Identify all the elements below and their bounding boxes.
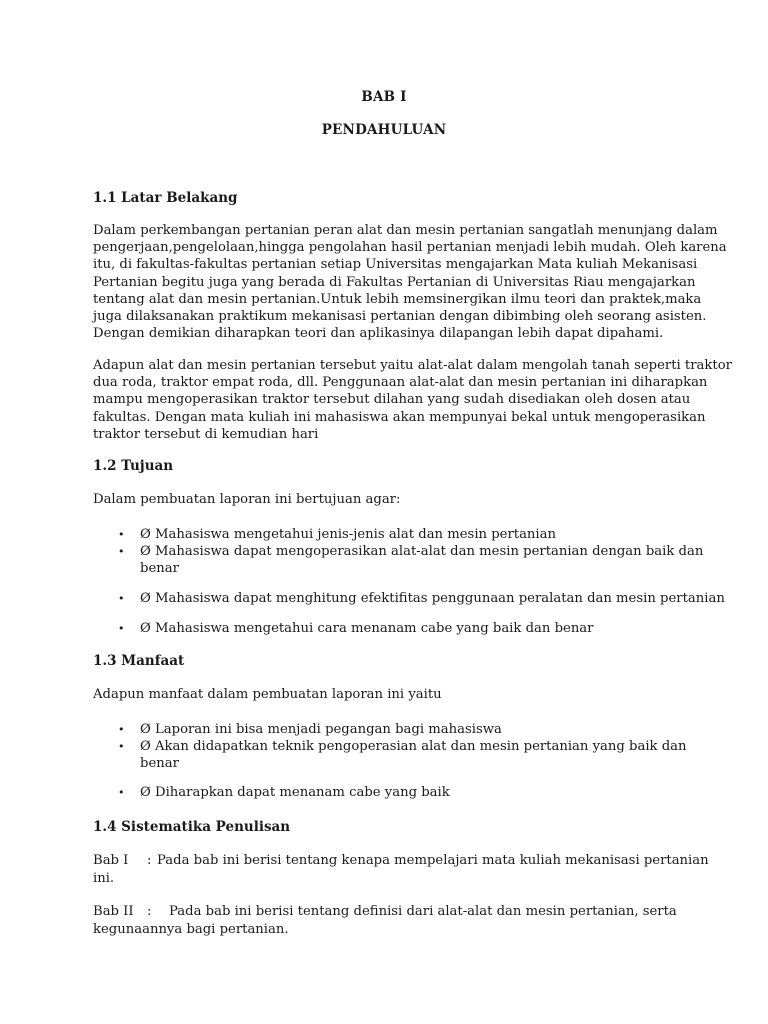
list-item-text: Ø Mahasiswa mengetahui cara menanam cabe yang baik dan benar xyxy=(140,621,594,636)
section-heading-latar-belakang: 1.1 Latar Belakang xyxy=(93,190,238,206)
paragraph-line: dua roda, traktor empat roda, dll. Penggunaan alat-alat dan mesin pertanian ini diharapkan xyxy=(93,375,708,391)
chapter-title: PENDAHULUAN xyxy=(321,122,447,138)
paragraph-line: fakultas. Dengan mata kuliah ini mahasiswa akan mempunyai bekal untuk mengoperasikan xyxy=(93,409,706,425)
section-heading-manfaat: 1.3 Manfaat xyxy=(93,653,185,669)
bullet-icon: • xyxy=(118,740,125,753)
chapter-number: BAB I xyxy=(361,89,407,105)
bullet-icon: • xyxy=(118,622,125,635)
paragraph-line: pengerjaan,pengelolaan,hingga pengolahan hasil pertanian menjadi lebih mudah. Oleh karena xyxy=(93,240,727,256)
paragraph-line: mampu mengoperasikan traktor tersebut dilahan yang sudah disediakan oleh dosen atau xyxy=(93,392,691,408)
paragraph-line: Pertanian begitu juga yang berada di Fakultas Pertanian di Universitas Riau mengajarkan xyxy=(93,274,696,290)
paragraph-latar-belakang-1 xyxy=(93,222,727,342)
paragraph-line: tentang alat dan mesin pertanian.Untuk lebih memsinergikan ilmu teori dan praktek,maka xyxy=(93,291,702,307)
sistematika-entry-bab-2 xyxy=(93,903,693,939)
bullet-icon: • xyxy=(118,786,125,799)
paragraph-line: itu, di fakultas-fakultas pertanian setiap Universitas mengajarkan Mata kuliah Mekanisasi xyxy=(93,257,698,273)
list-item-text: Ø Diharapkan dapat menanam cabe yang baik xyxy=(140,785,450,800)
list-item-text: Ø Mahasiswa dapat menghitung efektifitas penggunaan peralatan dan mesin pertanian xyxy=(140,591,725,606)
tujuan-intro: Dalam pembuatan laporan ini bertujuan agar: xyxy=(93,492,401,507)
list-item-text: Ø Mahasiswa mengetahui jenis-jenis alat dan mesin pertanian xyxy=(140,527,556,542)
list-item-text: Ø Laporan ini bisa menjadi pegangan bagi mahasiswa xyxy=(140,722,502,737)
entry-label: Bab I xyxy=(93,853,129,868)
entry-text: kegunaannya bagi pertanian. xyxy=(93,922,289,937)
list-item-text: Ø Mahasiswa dapat mengoperasikan alat-alat dan mesin pertanian dengan baik dan xyxy=(140,544,704,559)
paragraph-line: juga dilaksanakan praktikum mekanisasi pertanian dengan dibimbing oleh seorang asisten. xyxy=(93,309,707,325)
paragraph-line: Dalam perkembangan pertanian peran alat dan mesin pertanian sangatlah menunjang dalam xyxy=(93,223,718,238)
section-heading-tujuan: 1.2 Tujuan xyxy=(93,458,174,474)
bullet-icon: • xyxy=(118,723,125,736)
paragraph-line: Dengan demikian diharapkan teori dan aplikasinya dilapangan lebih dapat dipahami. xyxy=(93,326,664,342)
list-item-text: Ø Akan didapatkan teknik pengoperasian alat dan mesin pertanian yang baik dan xyxy=(140,739,687,754)
sistematika-entry-bab-1 xyxy=(93,852,709,888)
entry-separator: : xyxy=(147,904,152,919)
paragraph-latar-belakang-2 xyxy=(93,357,732,443)
section-heading-sistematika: 1.4 Sistematika Penulisan xyxy=(93,819,291,835)
entry-text: Pada bab ini berisi tentang kenapa mempelajari mata kuliah mekanisasi pertanian xyxy=(157,853,709,868)
paragraph-line: traktor tersebut di kemudian hari xyxy=(93,426,319,442)
bullet-icon: • xyxy=(118,528,125,541)
list-item-text: benar xyxy=(140,561,179,577)
entry-text: ini. xyxy=(93,871,115,886)
entry-separator: : xyxy=(147,853,152,868)
entry-text: Pada bab ini berisi tentang definisi dari alat-alat dan mesin pertanian, serta xyxy=(169,904,677,919)
manfaat-intro: Adapun manfaat dalam pembuatan laporan ini yaitu xyxy=(93,687,442,702)
bullet-icon: • xyxy=(118,592,125,605)
paragraph-line: Adapun alat dan mesin pertanian tersebut yaitu alat-alat dalam mengolah tanah seperti traktor xyxy=(93,358,732,373)
entry-label: Bab II xyxy=(93,904,134,919)
list-item-text: benar xyxy=(140,756,179,772)
bullet-icon: • xyxy=(118,545,125,558)
